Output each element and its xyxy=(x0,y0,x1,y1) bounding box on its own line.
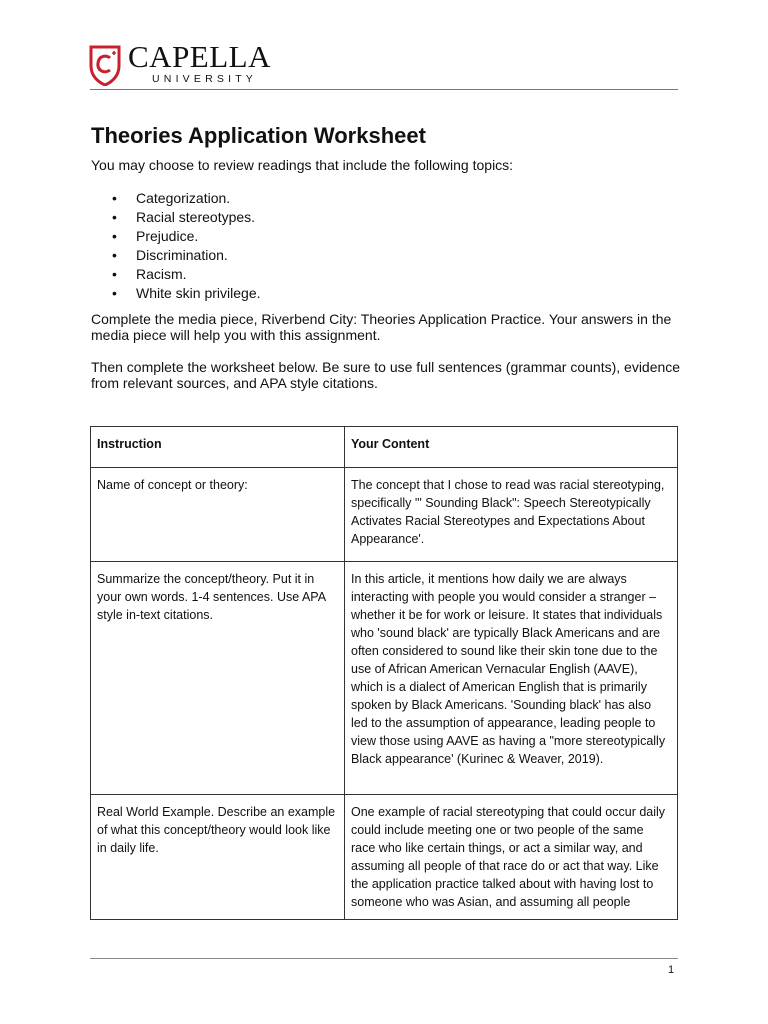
shield-icon xyxy=(88,44,122,86)
page-number: 1 xyxy=(668,964,675,976)
page-title: Theories Application Worksheet xyxy=(91,123,426,148)
instruction-cell: Summarize the concept/theory. Put it in your own words. 1-4 sentences. Use APA style in-text citations. xyxy=(91,562,345,795)
header-divider xyxy=(90,89,678,90)
intro-text: You may choose to review readings that include the following topics: xyxy=(91,157,514,173)
header-instruction: Instruction xyxy=(91,427,345,468)
media-piece-paragraph: Complete the media piece, Riverbend City: Theories Application Practice. Your answers in the media piece will help you with this assignment. xyxy=(91,311,672,343)
table-header-row xyxy=(91,427,678,468)
brand-name: CAPELLA xyxy=(128,39,271,74)
table-row xyxy=(91,795,678,920)
capella-logo xyxy=(88,40,388,86)
content-cell: In this article, it mentions how daily we are always interacting with people you would consider a stranger – whether it be for work or leisure. It states that individuals who 'sound black' are typically Black Americans and are often considered to sound like their skin tone due to the use of African American Vernacular English (AAVE), which is a dialect of American English that is primarily spoken by Black Americans. 'Sounding black' has also led to the assumption of appearance, leading people to view those using AAVE as having a "more stereotypically Black appearance' (Kurinec & Weaver, 2019). xyxy=(345,562,678,795)
list-item: • Discrimination. xyxy=(112,246,261,265)
list-item: • Racial stereotypes. xyxy=(112,208,261,227)
worksheet-table xyxy=(90,426,678,920)
footer-divider xyxy=(90,958,678,959)
list-item: • White skin privilege. xyxy=(112,284,261,303)
list-item: • Racism. xyxy=(112,265,261,284)
list-item: • Prejudice. xyxy=(112,227,261,246)
instruction-cell: Name of concept or theory: xyxy=(91,468,345,562)
table-row xyxy=(91,562,678,795)
header-your-content: Your Content xyxy=(345,427,678,468)
content-cell: One example of racial stereotyping that could occur daily could include meeting one or two people of the same race who like certain things, or act a similar way, and assuming all people of that race do or act that way. Like the application practice talked about with having lost to someone who was Asian, and assuming all people xyxy=(345,795,678,920)
table-row xyxy=(91,468,678,562)
brand-subtitle: UNIVERSITY xyxy=(152,73,258,85)
worksheet-instructions-paragraph: Then complete the worksheet below. Be sure to use full sentences (grammar counts), evidence from relevant sources, and APA style citations. xyxy=(91,359,681,391)
list-item: • Categorization. xyxy=(112,189,261,208)
topics-list xyxy=(112,189,261,303)
content-cell: The concept that I chose to read was racial stereotyping, specifically '" Sounding Black": Speech Stereotypically Activates Racial Stereotypes and Expectations About Appearance'. xyxy=(345,468,678,562)
instruction-cell: Real World Example. Describe an example of what this concept/theory would look like in daily life. xyxy=(91,795,345,920)
